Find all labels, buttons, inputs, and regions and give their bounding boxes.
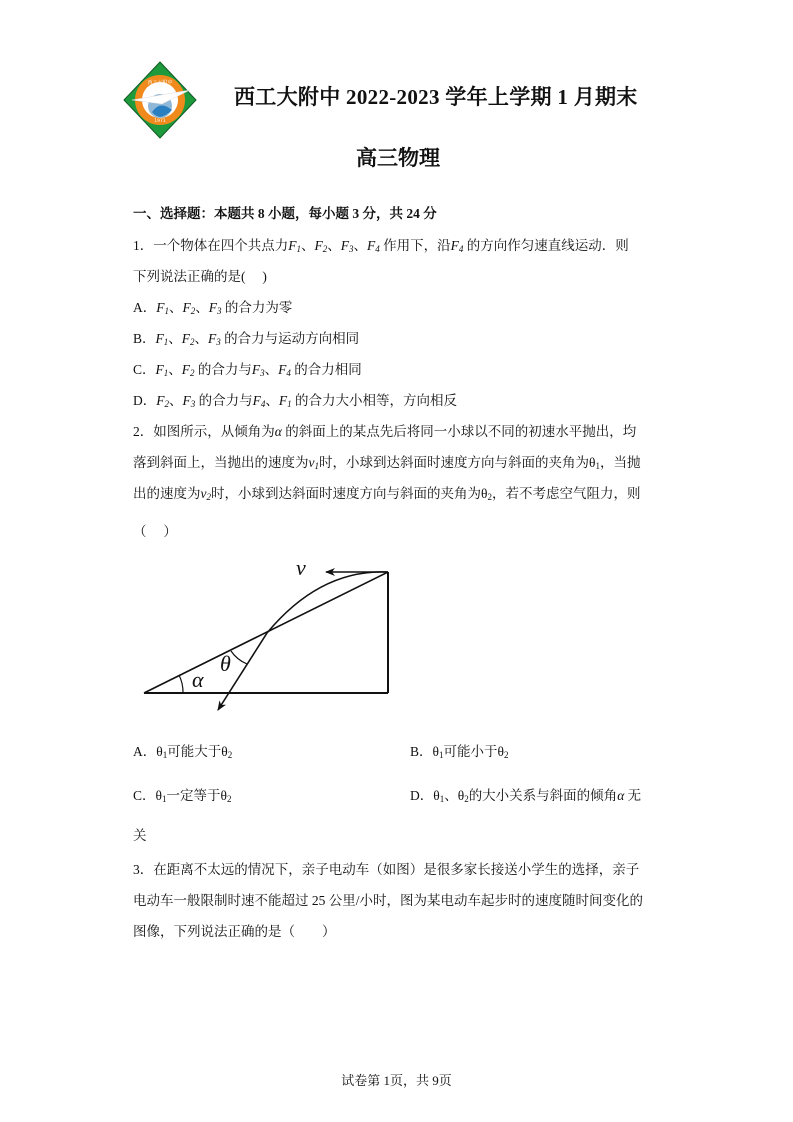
q3-stem-line1: 3．在距离不太远的情况下，亲子电动车（如图）是很多家长接送小学生的选择，亲子 (133, 862, 640, 877)
incline-projectile-diagram (130, 555, 410, 725)
alpha-arc (179, 675, 183, 693)
exam-subtitle: 高三物理 (356, 146, 440, 170)
q3-stem-line2: 电动车一般限制时速不能超过 25 公里/小时，图为某电动车起步时的速度随时间变化的 (133, 893, 643, 908)
q1-option-b[interactable]: B．$F_1$、$F_2$、$F_3$ 的合力与运动方向相同 (133, 331, 360, 347)
label-theta: θ (220, 651, 231, 676)
logo-year: 1971 (154, 119, 166, 124)
force-f4: $F_4$ (450, 238, 464, 254)
q1-option-a[interactable]: A．$F_1$、$F_2$、$F_3$ 的合力为零 (133, 300, 293, 316)
q1-text: 1．一个物体在四个共点力 (133, 238, 289, 253)
q2-option-a[interactable]: A．$\theta_1$可能大于$\theta_2$ (133, 744, 233, 760)
q1-option-d[interactable]: D．$F_2$、$F_3$ 的合力与$F_4$、$F_1$ 的合力大小相等，方向相反 (133, 393, 457, 409)
q2-stem-line3: 出的速度为$v_2$时，小球到达斜面时速度方向与斜面的夹角为$\theta_2$，若不考虑空气阻力，则 (133, 486, 641, 502)
force-f3: $F_3$ (340, 238, 354, 254)
q3-stem-line3: 图像，下列说法正确的是（ ） (133, 924, 336, 939)
q2-option-d-wrap: 关 (133, 828, 147, 843)
school-logo (122, 60, 198, 140)
q1-stem-line2: 下列说法正确的是( ) (133, 269, 267, 284)
section-heading: 一、选择题：本题共 8 小题，每小题 3 分，共 24 分 (133, 206, 437, 221)
exam-title: 西工大附中 2022-2023 学年上学期 1 月期末 (234, 85, 638, 109)
q2-stem-line2: 落到斜面上，当抛出的速度为$v_1$时，小球到达斜面时速度方向与斜面的夹角为$\theta_1$，当抛 (133, 455, 641, 471)
q2-answer-bracket: （ ） (133, 524, 177, 539)
q1-option-c[interactable]: C．$F_1$、$F_2$ 的合力与$F_3$、$F_4$ 的合力相同 (133, 362, 362, 378)
incline-surface (144, 572, 388, 693)
logo-text: 西工大附中 (147, 80, 173, 86)
q2-stem-line1: 2．如图所示，从倾角为α 的斜面上的某点先后将同一小球以不同的初速水平抛出，均 (133, 424, 637, 439)
q1-stem-line1: 1．一个物体在四个共点力$F_1$、$F_2$、$F_3$、$F_4$ 作用下，沿$F_4$ 的方向作匀速直线运动．则 (133, 238, 629, 254)
school-emblem-icon (122, 60, 198, 140)
label-alpha: α (192, 667, 204, 692)
alpha-symbol: α (274, 424, 282, 439)
page-footer: 试卷第 1页，共 9页 (341, 1073, 452, 1088)
q1-text: 的方向作匀速直线运动．则 (466, 238, 629, 253)
q1-text: 作用下，沿 (383, 238, 451, 253)
diagram-svg (130, 555, 410, 725)
q2-option-c[interactable]: C．$\theta_1$一定等于$\theta_2$ (133, 788, 232, 804)
force-f2: $F_2$ (314, 238, 328, 254)
q2-option-b[interactable]: B．$\theta_1$可能小于$\theta_2$ (410, 744, 509, 760)
theta-arc (231, 651, 247, 664)
force-f4: $F_4$ (367, 238, 380, 254)
force-f1: $F_1$ (288, 238, 301, 254)
label-v: v (296, 555, 306, 580)
q2-option-d[interactable]: D．$\theta_1$、$\theta_2$的大小关系与斜面的倾角α 无 (410, 788, 642, 804)
